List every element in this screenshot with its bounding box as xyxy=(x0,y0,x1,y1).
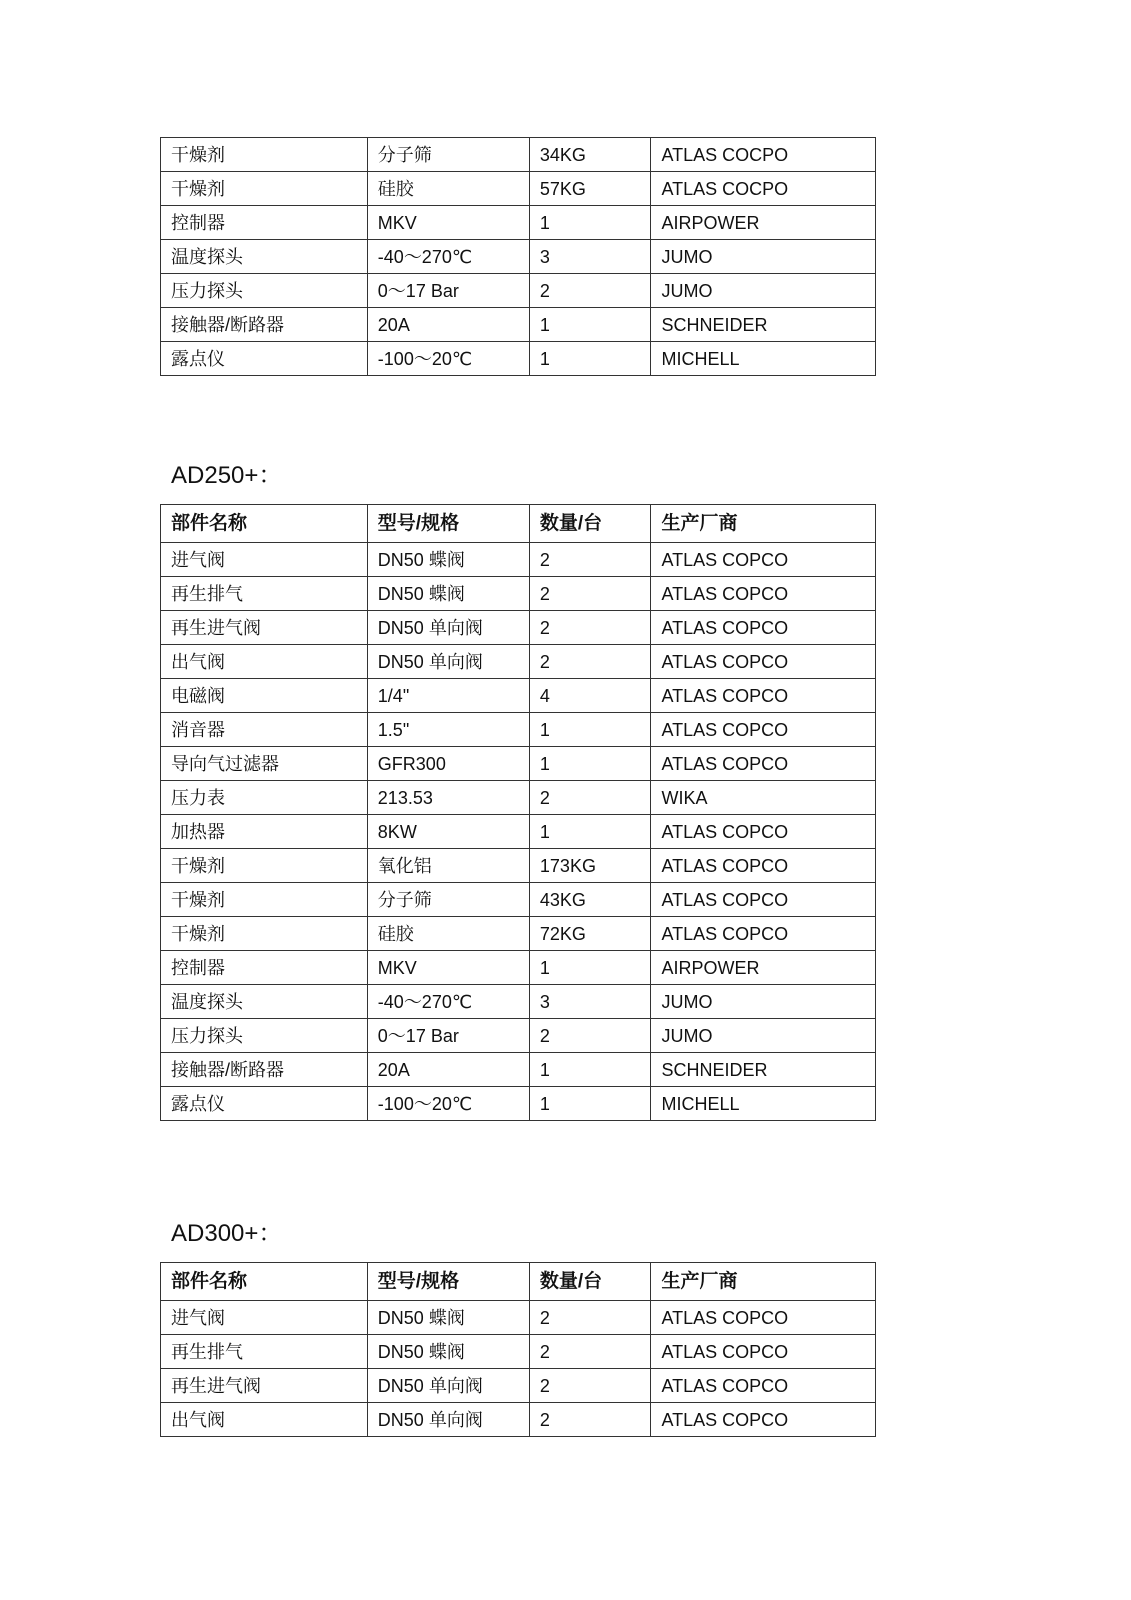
spec-cell: DN50 蝶阀 xyxy=(367,543,529,577)
table-row xyxy=(161,1019,876,1053)
spec-cell: MKV xyxy=(367,951,529,985)
manufacturer-cell: JUMO xyxy=(651,274,876,308)
table-row xyxy=(161,679,876,713)
manufacturer-cell: JUMO xyxy=(651,240,876,274)
quantity-cell: 1 xyxy=(529,747,651,781)
column-header: 型号/规格 xyxy=(367,505,529,543)
quantity-cell: 2 xyxy=(529,1019,651,1053)
spec-cell: 20A xyxy=(367,1053,529,1087)
table-header-row xyxy=(161,1263,876,1301)
part-name-cell: 干燥剂 xyxy=(161,883,368,917)
table-row xyxy=(161,206,876,240)
manufacturer-cell: MICHELL xyxy=(651,342,876,376)
part-name-cell: 再生排气 xyxy=(161,1335,368,1369)
quantity-cell: 43KG xyxy=(529,883,651,917)
spec-cell: 1/4" xyxy=(367,679,529,713)
part-name-cell: 温度探头 xyxy=(161,985,368,1019)
table-row xyxy=(161,917,876,951)
spec-cell: DN50 蝶阀 xyxy=(367,577,529,611)
table-row xyxy=(161,172,876,206)
quantity-cell: 1 xyxy=(529,206,651,240)
manufacturer-cell: ATLAS COPCO xyxy=(651,645,876,679)
table-row xyxy=(161,240,876,274)
parts-table-ad300 xyxy=(160,1262,876,1437)
spec-cell: 氧化铝 xyxy=(367,849,529,883)
table-row xyxy=(161,951,876,985)
spec-cell: -100～20℃ xyxy=(367,1087,529,1121)
column-header: 部件名称 xyxy=(161,505,368,543)
part-name-cell: 导向气过滤器 xyxy=(161,747,368,781)
manufacturer-cell: SCHNEIDER xyxy=(651,1053,876,1087)
manufacturer-cell: ATLAS COPCO xyxy=(651,611,876,645)
manufacturer-cell: ATLAS COPCO xyxy=(651,883,876,917)
part-name-cell: 消音器 xyxy=(161,713,368,747)
part-name-cell: 压力探头 xyxy=(161,274,368,308)
table-row xyxy=(161,1369,876,1403)
quantity-cell: 2 xyxy=(529,577,651,611)
manufacturer-cell: JUMO xyxy=(651,1019,876,1053)
column-header: 生产厂商 xyxy=(651,1263,876,1301)
manufacturer-cell: ATLAS COCPO xyxy=(651,172,876,206)
manufacturer-cell: AIRPOWER xyxy=(651,951,876,985)
table-row xyxy=(161,1053,876,1087)
spec-cell: DN50 蝶阀 xyxy=(367,1301,529,1335)
quantity-cell: 1 xyxy=(529,815,651,849)
manufacturer-cell: ATLAS COPCO xyxy=(651,1301,876,1335)
spec-cell: MKV xyxy=(367,206,529,240)
table-row xyxy=(161,1301,876,1335)
quantity-cell: 2 xyxy=(529,781,651,815)
part-name-cell: 露点仪 xyxy=(161,342,368,376)
quantity-cell: 173KG xyxy=(529,849,651,883)
column-header: 型号/规格 xyxy=(367,1263,529,1301)
quantity-cell: 2 xyxy=(529,543,651,577)
table-row xyxy=(161,1335,876,1369)
quantity-cell: 1 xyxy=(529,308,651,342)
spec-cell: 硅胶 xyxy=(367,172,529,206)
part-name-cell: 出气阀 xyxy=(161,645,368,679)
quantity-cell: 2 xyxy=(529,274,651,308)
manufacturer-cell: ATLAS COPCO xyxy=(651,1403,876,1437)
quantity-cell: 34KG xyxy=(529,138,651,172)
manufacturer-cell: ATLAS COPCO xyxy=(651,543,876,577)
table-row xyxy=(161,274,876,308)
quantity-cell: 2 xyxy=(529,1369,651,1403)
part-name-cell: 干燥剂 xyxy=(161,849,368,883)
spec-cell: 20A xyxy=(367,308,529,342)
manufacturer-cell: JUMO xyxy=(651,985,876,1019)
part-name-cell: 再生进气阀 xyxy=(161,611,368,645)
spec-cell: DN50 单向阀 xyxy=(367,611,529,645)
quantity-cell: 1 xyxy=(529,1053,651,1087)
part-name-cell: 干燥剂 xyxy=(161,917,368,951)
quantity-cell: 2 xyxy=(529,645,651,679)
part-name-cell: 干燥剂 xyxy=(161,138,368,172)
spec-cell: -100～20℃ xyxy=(367,342,529,376)
manufacturer-cell: ATLAS COPCO xyxy=(651,849,876,883)
spec-cell: DN50 单向阀 xyxy=(367,1403,529,1437)
manufacturer-cell: ATLAS COCPO xyxy=(651,138,876,172)
quantity-cell: 1 xyxy=(529,713,651,747)
part-name-cell: 进气阀 xyxy=(161,1301,368,1335)
spec-cell: DN50 单向阀 xyxy=(367,1369,529,1403)
manufacturer-cell: ATLAS COPCO xyxy=(651,1335,876,1369)
table-row xyxy=(161,138,876,172)
part-name-cell: 控制器 xyxy=(161,206,368,240)
table-row xyxy=(161,342,876,376)
manufacturer-cell: ATLAS COPCO xyxy=(651,747,876,781)
column-header: 数量/台 xyxy=(529,505,651,543)
part-name-cell: 电磁阀 xyxy=(161,679,368,713)
table-header-row xyxy=(161,505,876,543)
quantity-cell: 1 xyxy=(529,342,651,376)
table-row xyxy=(161,308,876,342)
table-row xyxy=(161,1087,876,1121)
spec-cell: DN50 单向阀 xyxy=(367,645,529,679)
spec-cell: GFR300 xyxy=(367,747,529,781)
table-row xyxy=(161,645,876,679)
spec-cell: 0～17 Bar xyxy=(367,1019,529,1053)
part-name-cell: 接触器/断路器 xyxy=(161,308,368,342)
manufacturer-cell: WIKA xyxy=(651,781,876,815)
table-row xyxy=(161,815,876,849)
part-name-cell: 加热器 xyxy=(161,815,368,849)
table-row xyxy=(161,543,876,577)
spec-cell: 1.5" xyxy=(367,713,529,747)
table-row xyxy=(161,611,876,645)
quantity-cell: 2 xyxy=(529,611,651,645)
part-name-cell: 出气阀 xyxy=(161,1403,368,1437)
manufacturer-cell: ATLAS COPCO xyxy=(651,815,876,849)
table-row xyxy=(161,883,876,917)
part-name-cell: 干燥剂 xyxy=(161,172,368,206)
column-header: 数量/台 xyxy=(529,1263,651,1301)
spec-cell: 8KW xyxy=(367,815,529,849)
spec-cell: -40～270℃ xyxy=(367,240,529,274)
manufacturer-cell: ATLAS COPCO xyxy=(651,917,876,951)
quantity-cell: 1 xyxy=(529,1087,651,1121)
quantity-cell: 4 xyxy=(529,679,651,713)
column-header: 生产厂商 xyxy=(651,505,876,543)
part-name-cell: 控制器 xyxy=(161,951,368,985)
quantity-cell: 2 xyxy=(529,1403,651,1437)
quantity-cell: 3 xyxy=(529,985,651,1019)
manufacturer-cell: MICHELL xyxy=(651,1087,876,1121)
spec-cell: 0～17 Bar xyxy=(367,274,529,308)
part-name-cell: 再生进气阀 xyxy=(161,1369,368,1403)
part-name-cell: 接触器/断路器 xyxy=(161,1053,368,1087)
manufacturer-cell: ATLAS COPCO xyxy=(651,577,876,611)
table-row xyxy=(161,1403,876,1437)
manufacturer-cell: ATLAS COPCO xyxy=(651,1369,876,1403)
quantity-cell: 2 xyxy=(529,1301,651,1335)
manufacturer-cell: ATLAS COPCO xyxy=(651,713,876,747)
spec-cell: 213.53 xyxy=(367,781,529,815)
table-row xyxy=(161,781,876,815)
quantity-cell: 2 xyxy=(529,1335,651,1369)
table-row xyxy=(161,747,876,781)
table-row xyxy=(161,577,876,611)
quantity-cell: 57KG xyxy=(529,172,651,206)
table-row xyxy=(161,985,876,1019)
column-header: 部件名称 xyxy=(161,1263,368,1301)
quantity-cell: 1 xyxy=(529,951,651,985)
spec-cell: 分子筛 xyxy=(367,138,529,172)
table-row xyxy=(161,849,876,883)
spec-cell: 分子筛 xyxy=(367,883,529,917)
quantity-cell: 72KG xyxy=(529,917,651,951)
spec-cell: 硅胶 xyxy=(367,917,529,951)
manufacturer-cell: SCHNEIDER xyxy=(651,308,876,342)
part-name-cell: 露点仪 xyxy=(161,1087,368,1121)
manufacturer-cell: AIRPOWER xyxy=(651,206,876,240)
parts-table-continued xyxy=(160,137,876,376)
parts-table-ad250 xyxy=(160,504,876,1121)
part-name-cell: 进气阀 xyxy=(161,543,368,577)
section-title-ad250: AD250+： xyxy=(171,462,283,489)
part-name-cell: 再生排气 xyxy=(161,577,368,611)
part-name-cell: 压力表 xyxy=(161,781,368,815)
part-name-cell: 压力探头 xyxy=(161,1019,368,1053)
quantity-cell: 3 xyxy=(529,240,651,274)
spec-cell: -40～270℃ xyxy=(367,985,529,1019)
section-title-ad300: AD300+： xyxy=(171,1220,283,1247)
spec-cell: DN50 蝶阀 xyxy=(367,1335,529,1369)
manufacturer-cell: ATLAS COPCO xyxy=(651,679,876,713)
part-name-cell: 温度探头 xyxy=(161,240,368,274)
table-row xyxy=(161,713,876,747)
